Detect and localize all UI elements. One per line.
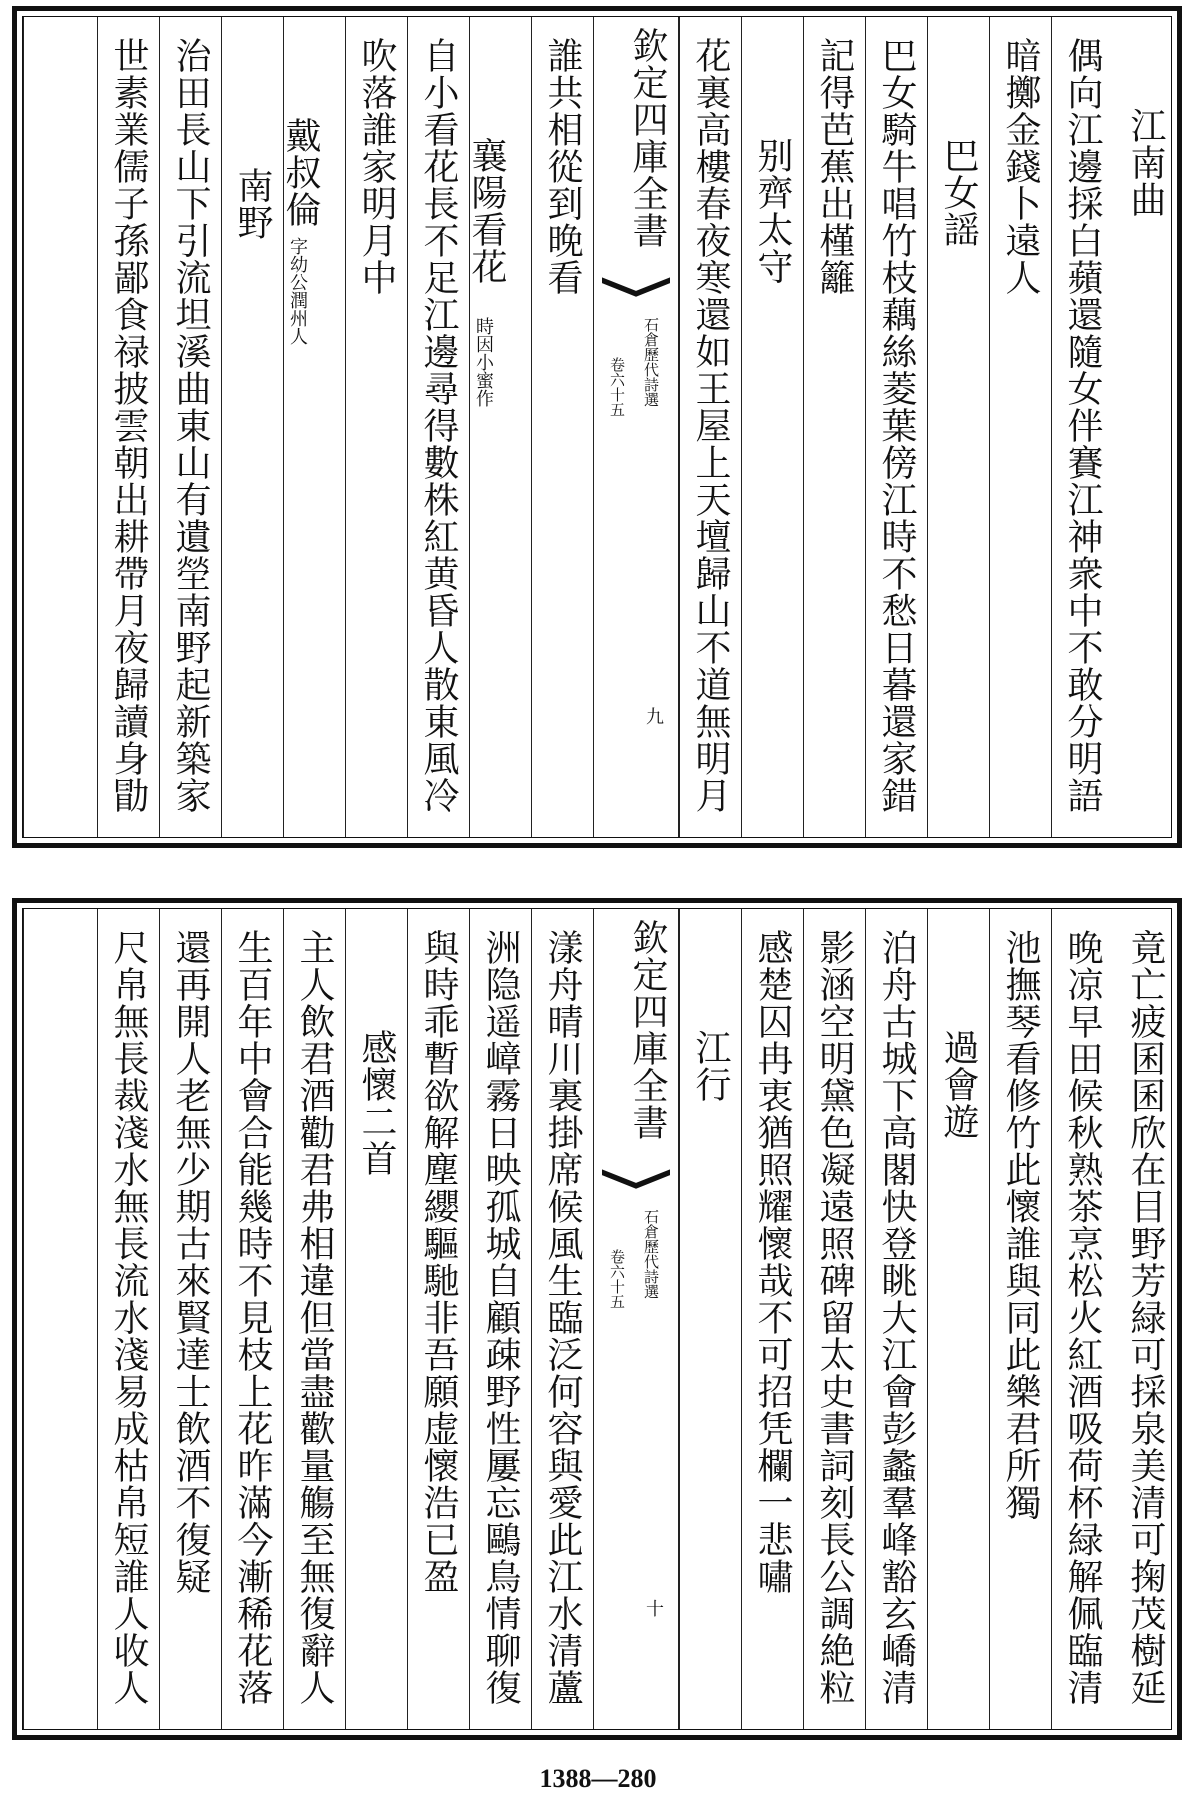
poem-line: 與時乖暫欲解塵纓驅馳非吾願虚懷浩已盈 xyxy=(418,929,459,1595)
book-title: 石倉歷代詩選 xyxy=(642,1209,660,1299)
text-column xyxy=(1113,909,1176,1729)
poem-line: 影涵空明黛色凝遠照碑留太史書詞刻長公調絶粒 xyxy=(814,929,855,1706)
poem-line: 生百年中會合能幾時不見枝上花昨滿今漸稀花落 xyxy=(232,929,273,1706)
text-column xyxy=(345,909,407,1729)
text-column xyxy=(283,909,345,1729)
text-column xyxy=(159,909,221,1729)
text-column xyxy=(466,17,531,837)
poem-line: 治田長山下引流坦溪曲東山有遺塋南野起新築家 xyxy=(170,37,211,814)
poem-line: 尺帛無長裁淺水無長流水淺易成枯帛短誰人收人 xyxy=(108,929,149,1706)
poem-line: 暗擲金錢卜遠人 xyxy=(1000,37,1041,296)
poem-line: 竟亡疲囷囷欣在目野芳緑可採泉美清可掬茂樹延 xyxy=(1125,929,1166,1706)
page-reference: 1388—280 xyxy=(539,1764,657,1793)
poem-title: 南野 xyxy=(232,167,273,241)
center-fold xyxy=(593,17,679,837)
author-name: 戴叔倫 xyxy=(280,117,321,228)
book-title: 石倉歷代詩選 xyxy=(642,317,660,407)
poem-title: 過會遊 xyxy=(938,1029,979,1140)
text-column xyxy=(865,17,927,837)
margin-column xyxy=(23,909,97,1729)
volume-label: 卷六十五 xyxy=(608,1249,626,1309)
text-column xyxy=(927,17,989,837)
text-column xyxy=(159,17,221,837)
text-column xyxy=(1051,909,1113,1729)
fishtail-mark xyxy=(602,1169,670,1191)
poem-line: 感楚囚冉衷猶照耀懷哉不可招凭欄一悲嘯 xyxy=(752,929,793,1595)
poem-line: 池撫琴看修竹此懷誰與同此樂君所獨 xyxy=(1000,929,1041,1521)
text-column xyxy=(97,17,159,837)
poem-line: 自小看花長不足江邊尋得數株紅黄昏人散東風冷 xyxy=(418,37,459,814)
center-fold xyxy=(593,909,679,1729)
text-column xyxy=(1051,17,1113,837)
text-column xyxy=(865,909,927,1729)
poem-title: 江行 xyxy=(690,1029,731,1103)
page-number: 九 xyxy=(643,707,664,725)
text-column xyxy=(531,909,593,1729)
text-column xyxy=(221,909,283,1729)
text-column xyxy=(679,17,741,837)
poem-line: 花裏高樓春夜寒還如王屋上天壇歸山不道無明月 xyxy=(690,37,731,814)
text-column xyxy=(1113,17,1176,837)
poem-line: 偶向江邊採白蘋還隨女伴賽江神衆中不敢分明語 xyxy=(1062,37,1103,814)
poem-line: 世素業儒子孫鄙食禄披雲朝出耕帶月夜歸讀身勖 xyxy=(108,37,149,814)
author-note: 字幼公潤州人 xyxy=(287,237,308,345)
text-column xyxy=(927,909,989,1729)
text-column xyxy=(469,909,531,1729)
poem-line: 吹落誰家明月中 xyxy=(356,37,397,296)
poem-title: 感懷二首 xyxy=(356,1029,397,1177)
text-column xyxy=(221,17,283,837)
text-column xyxy=(679,909,741,1729)
text-column xyxy=(741,909,803,1729)
poem-line: 巴女騎牛唱竹枝藕絲菱葉傍江時不愁日暮還家錯 xyxy=(876,37,917,814)
fishtail-mark xyxy=(602,277,670,299)
series-title: 欽定四庫全書 xyxy=(627,919,668,1141)
poem-line: 主人飲君酒勸君弗相違但當盡歡量觴至無復辭人 xyxy=(294,929,335,1706)
text-column xyxy=(97,909,159,1729)
text-column xyxy=(989,909,1051,1729)
volume-label: 卷六十五 xyxy=(608,357,626,417)
top-page xyxy=(12,6,1182,848)
text-column xyxy=(741,17,803,837)
poem-line: 泊舟古城下高閣快登眺大江會彭蠡羣峰豁玄嶠清 xyxy=(876,929,917,1706)
poem-line: 還再開人老無少期古來賢達士飲酒不復疑 xyxy=(170,929,211,1595)
text-column xyxy=(407,17,469,837)
text-column xyxy=(803,17,865,837)
text-column xyxy=(280,17,345,837)
poem-line: 記得芭蕉出槿籬 xyxy=(814,37,855,296)
bottom-page xyxy=(12,898,1182,1740)
text-column xyxy=(531,17,593,837)
text-column xyxy=(803,909,865,1729)
series-title: 欽定四庫全書 xyxy=(627,27,668,249)
poem-title: 别齊太守 xyxy=(752,137,793,285)
text-column xyxy=(345,17,407,837)
poem-line: 洲隐遥嶂霧日映孤城自顧疎野性屢忘鷗鳥情聊復 xyxy=(480,929,521,1706)
poem-title: 襄陽看花 xyxy=(466,137,507,285)
annotation-note: 時因小蜜作 xyxy=(473,317,494,407)
text-column xyxy=(989,17,1051,837)
page-number: 十 xyxy=(643,1599,664,1617)
poem-title: 江南曲 xyxy=(1125,107,1166,218)
poem-title: 巴女謡 xyxy=(938,137,979,248)
poem-line: 晚凉早田候秋熟茶烹松火紅酒吸荷杯緑解佩臨清 xyxy=(1062,929,1103,1706)
margin-column xyxy=(23,17,97,837)
text-column xyxy=(407,909,469,1729)
poem-line: 漾舟晴川裏掛席候風生臨泛何容與愛此江水清蘆 xyxy=(542,929,583,1706)
poem-line: 誰共相從到晚看 xyxy=(542,37,583,296)
